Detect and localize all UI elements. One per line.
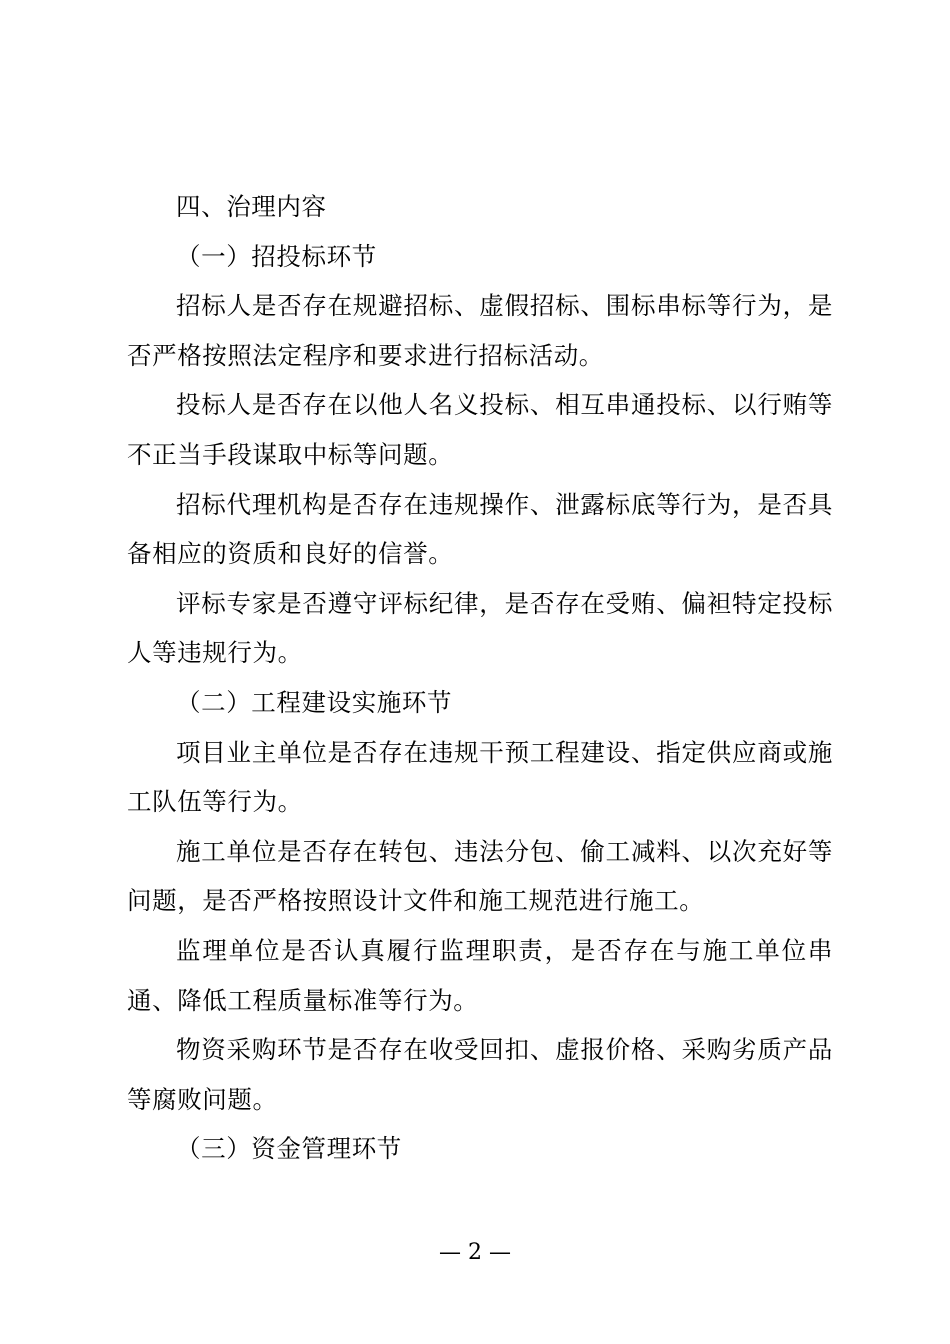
paragraph-supervisor: 监理单位是否认真履行监理职责，是否存在与施工单位串通、降低工程质量标准等行为。 [127, 935, 833, 1015]
paragraph-bidder: 投标人是否存在以他人名义投标、相互串通投标、以行贿等不正当手段谋取中标等问题。 [127, 390, 833, 469]
document-body [127, 182, 833, 1174]
paragraph-agency: 招标代理机构是否存在违规操作、泄露标底等行为，是否具备相应的资质和良好的信誉。 [127, 489, 833, 569]
subsection-heading-bidding: （一）招投标环节 [176, 241, 377, 271]
paragraph-experts: 评标专家是否遵守评标纪律，是否存在受贿、偏袒特定投标人等违规行为。 [127, 588, 833, 668]
subsection-heading-funds: （三）资金管理环节 [176, 1134, 402, 1164]
paragraph-owner: 项目业主单位是否存在违规干预工程建设、指定供应商或施工队伍等行为。 [127, 737, 833, 817]
paragraph-contractor: 施工单位是否存在转包、违法分包、偷工减料、以次充好等问题，是否严格按照设计文件和施工规范进行施工。 [127, 836, 833, 916]
subsection-heading-construction: （二）工程建设实施环节 [176, 687, 453, 717]
section-heading: 四、治理内容 [176, 192, 327, 221]
page-number: — 2 — [439, 1240, 511, 1265]
paragraph-tenderer: 招标人是否存在规避招标、虚假招标、围标串标等行为，是否严格按照法定程序和要求进行招标活动。 [127, 291, 833, 370]
paragraph-procurement: 物资采购环节是否存在收受回扣、虚报价格、采购劣质产品等腐败问题。 [127, 1035, 833, 1114]
